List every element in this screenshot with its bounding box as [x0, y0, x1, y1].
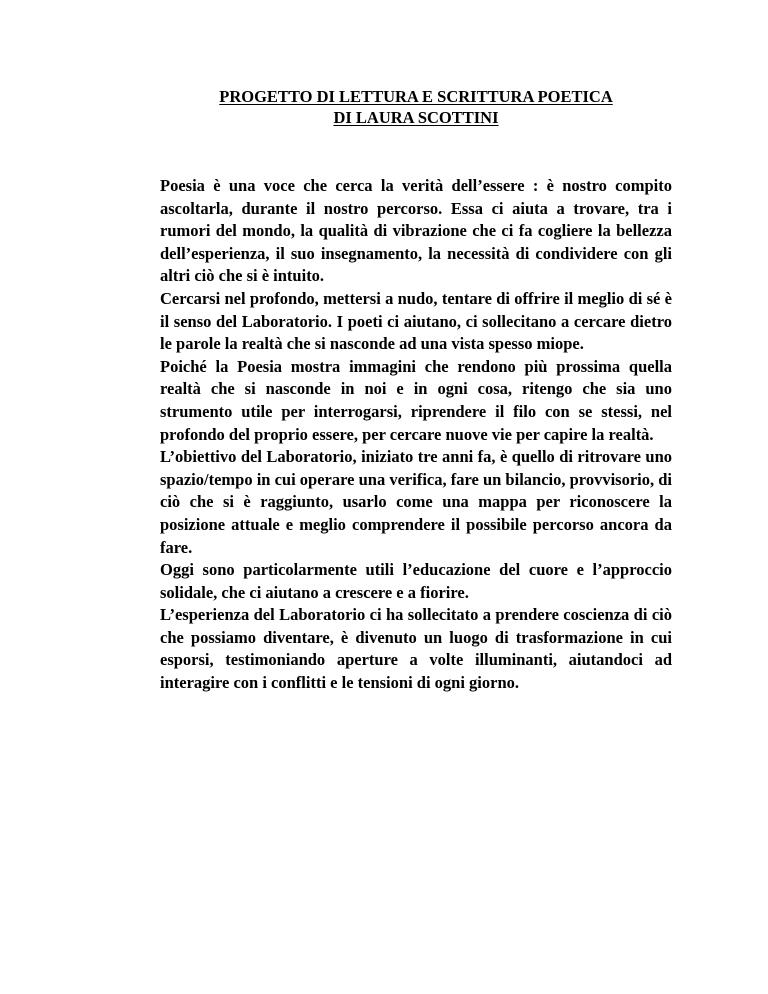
- paragraph-6: L’esperienza del Laboratorio ci ha sollecitato a prendere coscienza di ciò che possiamo diventare, è divenuto un luogo di trasformazione in cui esporsi, testimoniando aperture a volte illuminanti, aiutandoci ad interagire con i conflitti e le tensioni di ogni giorno.: [160, 605, 672, 693]
- paragraph-5: Oggi sono particolarmente utili l’educazione del cuore e l’approccio solidale, che ci aiutano a crescere e a fiorire.: [160, 560, 672, 602]
- document-body: [160, 175, 672, 695]
- paragraph-3: Poiché la Poesia mostra immagini che rendono più prossima quella realtà che si nasconde in noi e in ogni cosa, ritengo che sia uno strumento utile per interrogarsi, riprendere il filo con se stessi, nel profondo del proprio essere, per cercare nuove vie per capire la realtà.: [160, 356, 672, 444]
- paragraph-1: Poesia è una voce che cerca la verità dell’essere : è nostro compito ascoltarla, durante il nostro percorso. Essa ci aiuta a trovare, tra i rumori del mondo, la qualità di vibrazione che ci fa cogliere la bellezza dell’esperienza, il suo insegnamento, la necessità di condividere con gli altri ciò che si è intuito.: [160, 176, 672, 286]
- document-page: [160, 86, 672, 695]
- title-line-1: PROGETTO DI LETTURA E SCRITTURA POETICA: [219, 87, 613, 106]
- paragraph-4: L’obiettivo del Laboratorio, iniziato tre anni fa, è quello di ritrovare uno spazio/tempo in cui operare una verifica, fare un bilancio, provvisorio, di ciò che si è raggiunto, usarlo come una mappa per riconoscere la posizione attuale e meglio comprendere il possibile percorso ancora da fare.: [160, 447, 672, 557]
- paragraph-2: Cercarsi nel profondo, mettersi a nudo, tentare di offrire il meglio di sé è il senso del Laboratorio. I poeti ci aiutano, ci sollecitano a cercare dietro le parole la realtà che si nasconde ad una vista spesso miope.: [160, 288, 672, 354]
- document-title: [160, 86, 672, 128]
- title-line-2: DI LAURA SCOTTINI: [333, 108, 499, 127]
